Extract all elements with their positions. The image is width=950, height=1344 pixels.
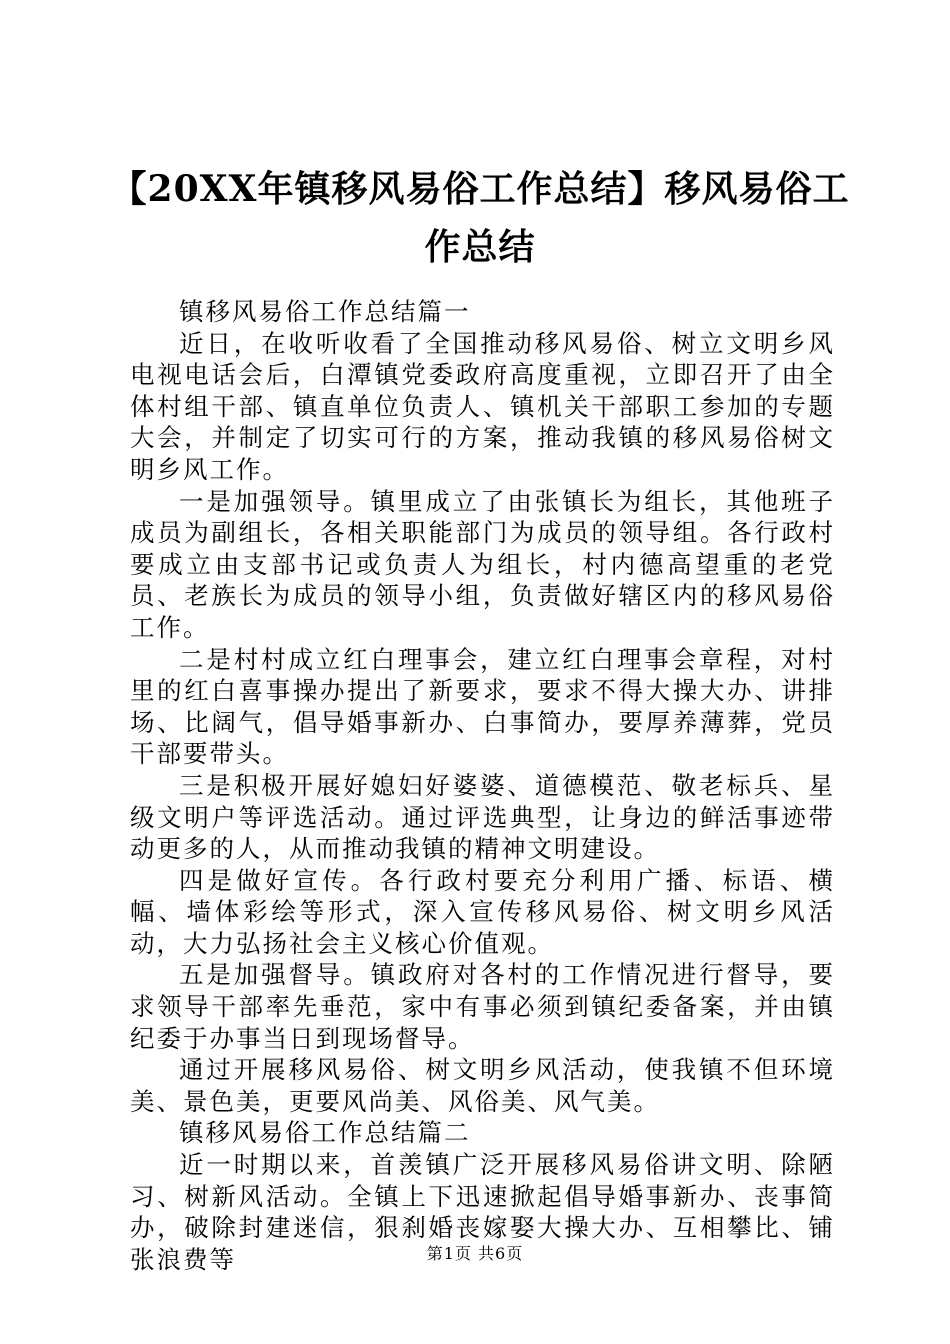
paragraph: 近日，在收听收看了全国推动移风易俗、树立文明乡风电视电话会后，白潭镇党委政府高度重视，立即召开了由全体村组干部、镇直单位负责人、镇机关干部职工参加的专题大会，并制定了切实可行的方案，推动我镇的移风易俗树文明乡风工作。 bbox=[130, 328, 835, 484]
paragraph: 通过开展移风易俗、树文明乡风活动，使我镇不但环境美、景色美，更要风尚美、风俗美、风气美。 bbox=[130, 1055, 835, 1116]
page-footer: 第1页 共6页 bbox=[426, 1244, 524, 1263]
paragraph: 三是积极开展好媳妇好婆婆、道德模范、敬老标兵、星级文明户等评选活动。通过评选典型，让身边的鲜活事迹带动更多的人，从而推动我镇的精神文明建设。 bbox=[130, 770, 835, 864]
paragraph: 四是做好宣传。各行政村要充分利用广播、标语、横幅、墙体彩绘等形式，深入宣传移风易俗、树文明乡风活动，大力弘扬社会主义核心价值观。 bbox=[130, 865, 835, 958]
paragraph: 近一时期以来，首羡镇广泛开展移风易俗讲文明、除陋习、树新风活动。全镇上下迅速掀起倡导婚事新办、丧事简办，破除封建迷信，狠刹婚丧嫁娶大操大办、互相攀比、铺张浪费等 bbox=[130, 1150, 835, 1274]
document-body bbox=[130, 296, 835, 1275]
paragraph: 一是加强领导。镇里成立了由张镇长为组长，其他班子成员为副组长，各相关职能部门为成员的领导组。各行政村要成立由支部书记或负责人为组长，村内德高望重的老党员、老族长为成员的领导小组，负责做好辖区内的移风易俗工作。 bbox=[130, 486, 835, 642]
paragraph: 五是加强督导。镇政府对各村的工作情况进行督导，要求领导干部率先垂范，家中有事必须到镇纪委备案，并由镇纪委于办事当日到现场督导。 bbox=[130, 960, 835, 1053]
section-heading-2: 镇移风易俗工作总结篇二 bbox=[179, 1118, 471, 1148]
document-title: 【20XX年镇移风易俗工作总结】移风易俗工作总结 bbox=[110, 168, 850, 268]
paragraph: 二是村村成立红白理事会，建立红白理事会章程，对村里的红白喜事操办提出了新要求，要求不得大操大办、讲排场、比阔气，倡导婚事新办、白事简办，要厚养薄葬，党员干部要带头。 bbox=[130, 644, 835, 769]
section-heading-1: 镇移风易俗工作总结篇一 bbox=[179, 297, 471, 326]
